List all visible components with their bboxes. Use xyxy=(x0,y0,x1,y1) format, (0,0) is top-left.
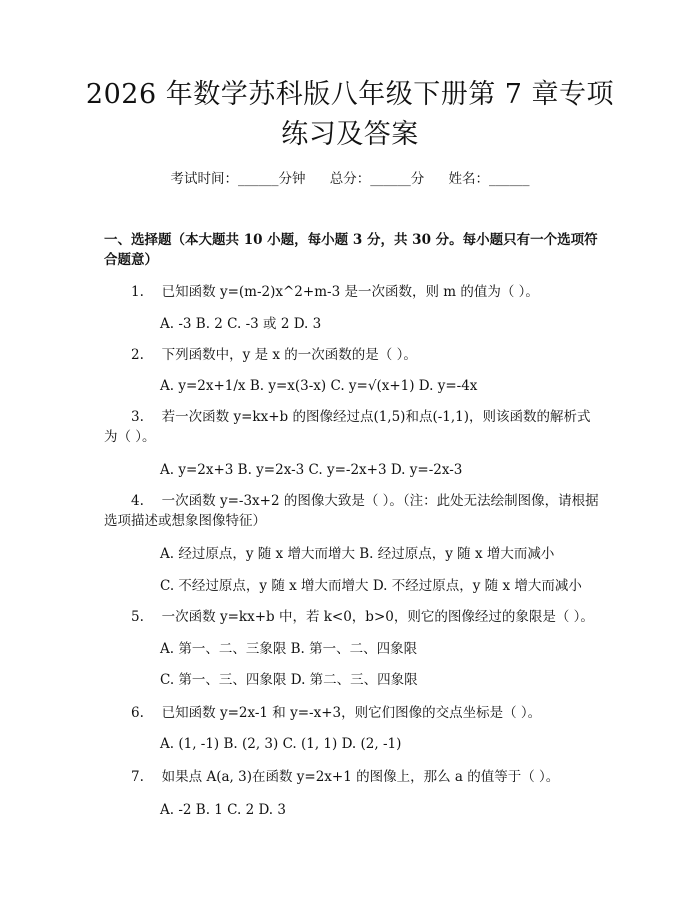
question-1: 1. 已知函数 y=(m-2)x^2+m-3 是一次函数，则 m 的值为（ ）。 xyxy=(131,284,539,300)
exam-info xyxy=(0,170,700,188)
page-title: 2026 年数学苏科版八年级下册第 7 章专项练习及答案 xyxy=(85,79,615,150)
question-7: 7. 如果点 A(a, 3)在函数 y=2x+1 的图像上，那么 a 的值等于（ ）。 xyxy=(131,769,560,785)
question-3-options: A. y=2x+3 B. y=2x-3 C. y=-2x+3 D. y=-2x-3 xyxy=(160,462,463,478)
exam-time: 考试时间：______分钟 xyxy=(170,171,306,187)
section-title: 一、选择题（本大题共 10 小题，每小题 3 分，共 30 分。每小题只有一个选项符合题意） xyxy=(104,232,598,268)
exam-score: 总分：______分 xyxy=(329,171,425,187)
question-6-options: A. (1, -1) B. (2, 3) C. (1, 1) D. (2, -1) xyxy=(160,736,402,752)
question-7-options: A. -2 B. 1 C. 2 D. 3 xyxy=(160,802,286,818)
question-3: 3. 若一次函数 y=kx+b 的图像经过点(1,5)和点(-1,1)，则该函数的解析式为（ ）。 xyxy=(104,409,591,445)
student-name: 姓名：______ xyxy=(448,171,530,187)
question-2-options: A. y=2x+1/x B. y=x(3-x) C. y=√(x+1) D. y=-4x xyxy=(160,378,478,394)
question-1-options: A. -3 B. 2 C. -3 或 2 D. 3 xyxy=(160,316,322,332)
question-4-options-ab: A. 经过原点，y 随 x 增大而增大 B. 经过原点，y 随 x 增大而减小 xyxy=(160,546,555,562)
question-5-options-ab: A. 第一、二、三象限 B. 第一、二、四象限 xyxy=(160,641,418,657)
question-5-options-cd: C. 第一、三、四象限 D. 第二、三、四象限 xyxy=(160,672,418,688)
question-5: 5. 一次函数 y=kx+b 中，若 k<0，b>0，则它的图像经过的象限是（ ）。 xyxy=(131,609,594,625)
question-2: 2. 下列函数中，y 是 x 的一次函数的是（ ）。 xyxy=(131,347,417,363)
question-4: 4. 一次函数 y=-3x+2 的图像大致是（ ）。（注：此处无法绘制图像，请根据选项描述或想象图像特征） xyxy=(104,493,599,529)
question-6: 6. 已知函数 y=2x-1 和 y=-x+3，则它们图像的交点坐标是（ ）。 xyxy=(131,705,542,721)
question-4-options-cd: C. 不经过原点，y 随 x 增大而增大 D. 不经过原点，y 随 x 增大而减小 xyxy=(160,578,582,594)
